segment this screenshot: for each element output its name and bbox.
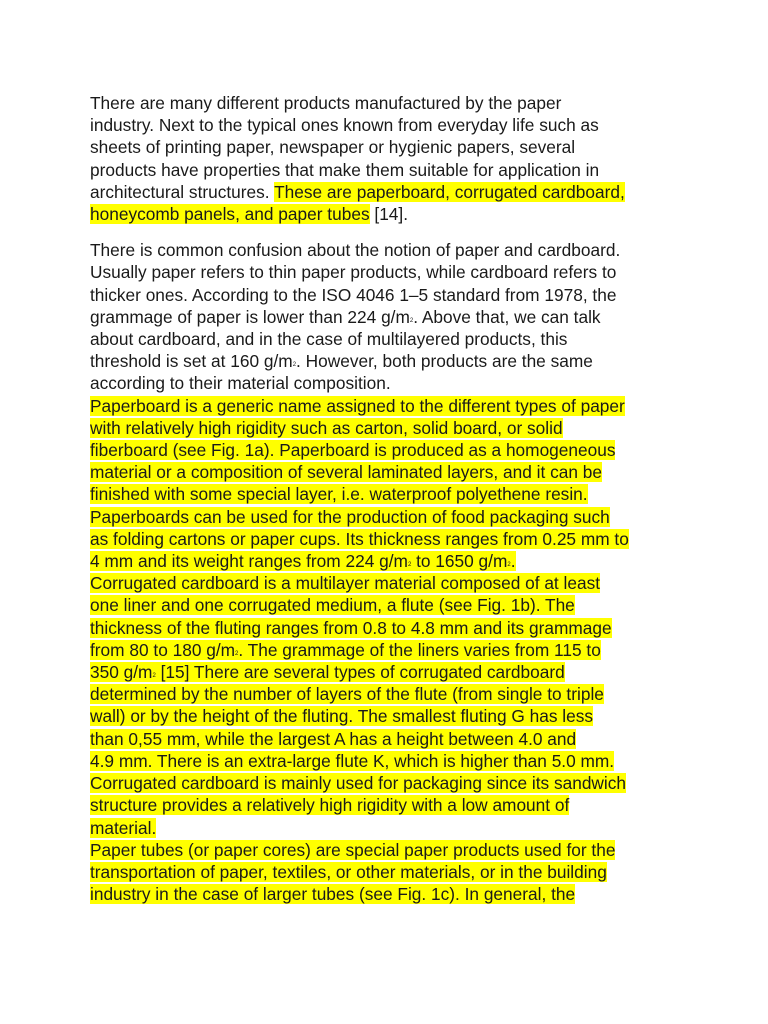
text-line [90, 661, 690, 683]
text-line [90, 417, 690, 439]
highlighted-text: with relatively high rigidity such as carton, solid board, or solid [90, 417, 563, 438]
text-line [90, 395, 690, 417]
text-line [90, 728, 690, 750]
superscript: 2 [292, 362, 297, 369]
text-line [90, 594, 690, 616]
text-line: according to their material composition. [90, 373, 391, 394]
text-fragment: to 1650 g/m [411, 551, 508, 572]
superscript: 2 [409, 317, 414, 324]
text-fragment: 350 g/m [90, 662, 153, 683]
highlighted-text: thickness of the fluting ranges from 0.8 to 4.8 mm and its grammage [90, 617, 612, 638]
superscript: 2 [235, 650, 239, 657]
text-line [90, 461, 690, 483]
paragraph-corrugated-cardboard [90, 572, 690, 838]
highlighted-text: finished with some special layer, i.e. waterproof polyethene resin. [90, 484, 588, 505]
text-fragment: 4 mm and its weight ranges from 224 g/m [90, 551, 408, 572]
highlighted-text: Paper tubes (or paper cores) are special paper products used for the [90, 839, 616, 860]
text-fragment: . Above that, we can talk [413, 306, 601, 327]
highlighted-text: fiberboard (see Fig. 1a). Paperboard is produced as a homogeneous [90, 440, 616, 461]
highlighted-text: 4.9 mm. There is an extra-large flute K, which is higher than 5.0 mm. [90, 750, 615, 771]
superscript: 2 [152, 673, 156, 680]
text-line [90, 839, 690, 861]
highlighted-text: one liner and one corrugated medium, a flute (see Fig. 1b). The [90, 595, 575, 616]
paragraph-intro [90, 92, 690, 225]
highlighted-text: determined by the number of layers of the flute (from single to triple [90, 684, 604, 705]
highlighted-text: Paperboard is a generic name assigned to the different types of paper [90, 395, 625, 416]
text-fragment: architectural structures. [90, 181, 275, 202]
text-fragment: . However, both products are the same [296, 351, 593, 372]
text-line [90, 617, 690, 639]
text-line [90, 883, 690, 905]
highlighted-text: Paperboards can be used for the production of food packaging such [90, 506, 610, 527]
text-line [90, 350, 690, 372]
highlighted-text: Corrugated cardboard is a multilayer material composed of at least [90, 573, 601, 594]
text-line [90, 794, 690, 816]
text-line [90, 439, 690, 461]
text-line [90, 483, 690, 505]
text-line [90, 550, 690, 572]
text-line [90, 181, 690, 203]
highlighted-text: industry in the case of larger tubes (see Fig. 1c). In general, the [90, 884, 576, 905]
paragraph-paper-tubes [90, 839, 690, 906]
text-line: sheets of printing paper, newspaper or hygienic papers, several [90, 137, 576, 158]
highlighted-text: transportation of paper, textiles, or other materials, or in the building [90, 861, 607, 882]
text-line [90, 861, 690, 883]
text-line [90, 772, 690, 794]
superscript: 2 [507, 562, 511, 569]
text-line: Usually paper refers to thin paper products, while cardboard refers to [90, 262, 617, 283]
paragraph-paperboard [90, 395, 690, 573]
highlighted-text [90, 662, 565, 682]
text-line [90, 572, 690, 594]
paragraph-paper-vs-cardboard [90, 239, 690, 394]
text-fragment: . The grammage of the liners varies from 115 to [238, 639, 601, 660]
text-line: There is common confusion about the notion of paper and cardboard. [90, 240, 621, 261]
text-line [90, 817, 690, 839]
text-line: thicker ones. According to the ISO 4046 1–5 standard from 1978, the [90, 284, 617, 305]
text-line: There are many different products manufactured by the paper [90, 93, 562, 113]
highlighted-text: structure provides a relatively high rigidity with a low amount of [90, 795, 570, 816]
text-line [90, 705, 690, 727]
highlighted-text: wall) or by the height of the fluting. The smallest fluting G has less [90, 706, 594, 727]
highlighted-text [90, 640, 601, 660]
text-fragment: threshold is set at 160 g/m [90, 351, 293, 372]
citation: [14]. [369, 204, 409, 225]
highlighted-text: honeycomb panels, and paper tubes [90, 204, 370, 225]
text-fragment: . [510, 551, 516, 572]
text-line: products have properties that make them suitable for application in [90, 159, 600, 180]
highlighted-text [90, 551, 516, 571]
text-line [90, 506, 690, 528]
text-fragment: [15] There are several types of corrugated cardboard [155, 662, 565, 683]
highlighted-text: These are paperboard, corrugated cardboard, [274, 181, 625, 202]
text-line [90, 683, 690, 705]
text-fragment: from 80 to 180 g/m [90, 639, 236, 660]
text-line [90, 528, 690, 550]
highlighted-text: material or a composition of several laminated layers, and it can be [90, 462, 602, 483]
text-line: industry. Next to the typical ones known from everyday life such as [90, 115, 599, 136]
text-line [90, 639, 690, 661]
text-line [90, 306, 690, 328]
highlighted-text: than 0,55 mm, while the largest A has a height between 4.0 and [90, 728, 577, 749]
text-line: about cardboard, and in the case of multilayered products, this [90, 329, 568, 350]
text-fragment: grammage of paper is lower than 224 g/m [90, 306, 410, 327]
document-body [90, 92, 690, 905]
highlighted-text: material. [90, 817, 157, 838]
text-line [90, 203, 690, 225]
text-line [90, 750, 690, 772]
highlighted-text: Corrugated cardboard is mainly used for packaging since its sandwich [90, 773, 626, 794]
superscript: 2 [407, 562, 412, 569]
highlighted-text: as folding cartons or paper cups. Its thickness ranges from 0.25 mm to [90, 528, 629, 549]
